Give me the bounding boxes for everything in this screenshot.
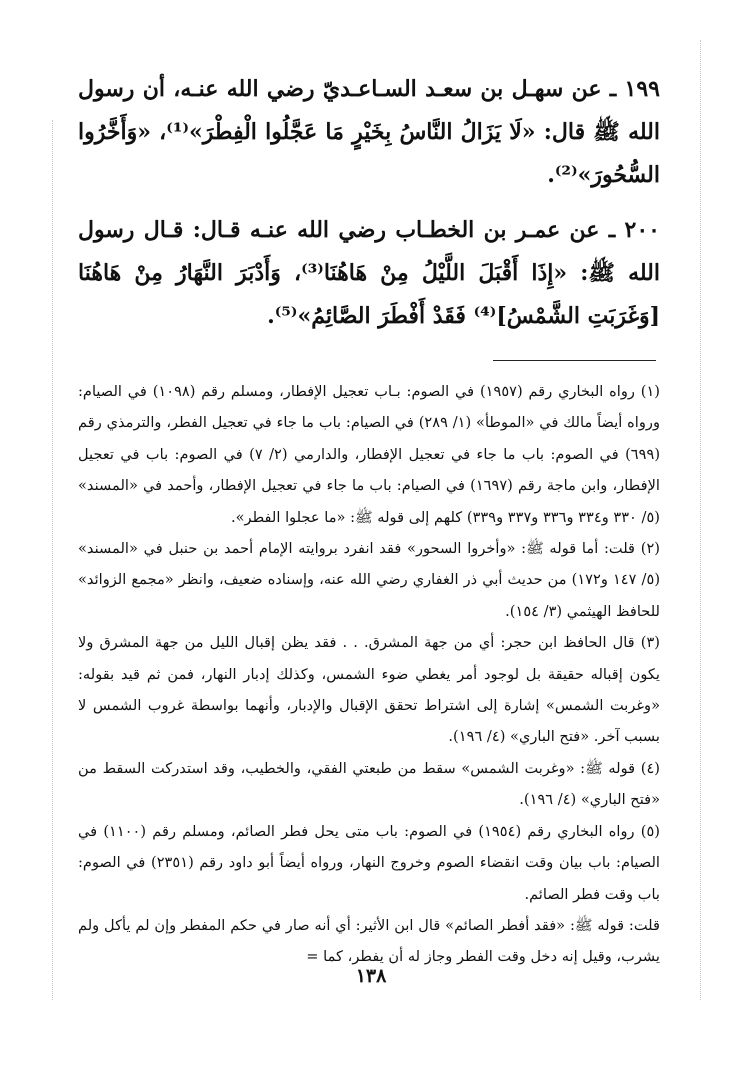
hadith-199: ١٩٩ ـ عن سهـل بن سعـد السـاعـديّ رضي الله عنـه، أن رسول الله ﷺ قال: «لَا يَزَالُ النَّاسُ بِخَيْرٍ مَا عَجَّلُوا الْفِطْرَ»⁽¹⁾، «وَأَخَّرُوا السُّحُورَ»⁽²⁾. xyxy=(78,76,660,188)
hadith-200: ٢٠٠ ـ عن عمـر بن الخطـاب رضي الله عنـه قـال: قـال رسول الله ﷺ: «إِذَا أَقْبَلَ اللَّيْلُ مِنْ هَاهُنَا⁽³⁾، وَأَدْبَرَ النَّهَارُ مِنْ هَاهُنَا [وَغَرَبَتِ الشَّمْسُ]⁽⁴⁾ فَقَدْ أَفْطَرَ الصَّائِمُ»⁽⁵⁾. xyxy=(78,217,660,329)
scan-noise xyxy=(700,40,701,1000)
footnote-4: (٤) قوله ﷺ: «وغربت الشمس» سقط من طبعتي الفقي، والخطيب، وقد استدركت السقط من «فتح الباري» (٤/ ١٩٦). xyxy=(78,759,660,809)
footnote-1: (١) رواه البخاري رقم (١٩٥٧) في الصوم: بـاب تعجيل الإفطار، ومسلم رقم (١٠٩٨) في الصيام: ورواه أيضاً مالك في «الموطأ» (١/ ٢٨٩) في الصيام: باب ما جاء في تعجيل الفطر، والترمذي رقم (٦٩٩) في الصوم: باب ما جاء في تعجيل الإفطار، والدارمي (٢/ ٧) في الصوم: باب في تعجيل الإفطار، وابن ماجة رقم (١٦٩٧) في الصيام: باب ما جاء في تعجيل الإفطار، وأحمد في «المسند» (٥/ ٣٣٠ و٣٣٤ و٣٣٦ و٣٣٧ و٣٣٩) كلهم إلى قوله ﷺ: «ما عجلوا الفطر». xyxy=(78,383,661,526)
page-number: ١٣٨ xyxy=(355,965,387,987)
footnote-5: (٥) رواه البخاري رقم (١٩٥٤) في الصوم: باب متى يحل فطر الصائم، ومسلم رقم (١١٠٠) في الصيام: باب بيان وقت انقضاء الصوم وخروج النهار، ورواه أيضاً أبو داود رقم (٢٣٥١) في الصوم: باب وقت فطر الصائم. xyxy=(78,822,660,903)
footnotes xyxy=(78,376,660,973)
scan-noise xyxy=(52,120,53,1000)
footnote-divider xyxy=(493,360,656,361)
hadith-text xyxy=(78,68,660,350)
footnote-2: (٢) قلت: أما قوله ﷺ: «وأخروا السحور» فقد انفرد بروايته الإمام أحمد بن حنبل في «المسند» (٥/ ١٤٧ و١٧٢) من حديث أبي ذر الغفاري رضي الله عنه، وإسناده ضعيف، وانظر «مجمع الزوائد» للحافظ الهيثمي (٣/ ١٥٤). xyxy=(78,540,661,620)
footnote-5-continuation: قلت: قوله ﷺ: «فقد أفطر الصائم» قال ابن الأثير: أي أنه صار في حكم المفطر وإن لم يأكل ولم يشرب، وقيل إنه دخل وقت الفطر وجاز له أن يفطر، كما = xyxy=(78,916,660,966)
footnote-3: (٣) قال الحافظ ابن حجر: أي من جهة المشرق. . . فقد يظن إقبال الليل من جهة المشرق ولا يكون إقباله حقيقة بل لوجود أمر يغطي ضوء الشمس، وكذلك إدبار النهار، فمن ثم قيد بقوله: «وغربت الشمس» إشارة إلى اشتراط تحقق الإقبال والإدبار، وأنهما بواسطة غروب الشمس لا بسبب آخر. «فتح الباري» (٤/ ١٩٦). xyxy=(78,634,660,746)
